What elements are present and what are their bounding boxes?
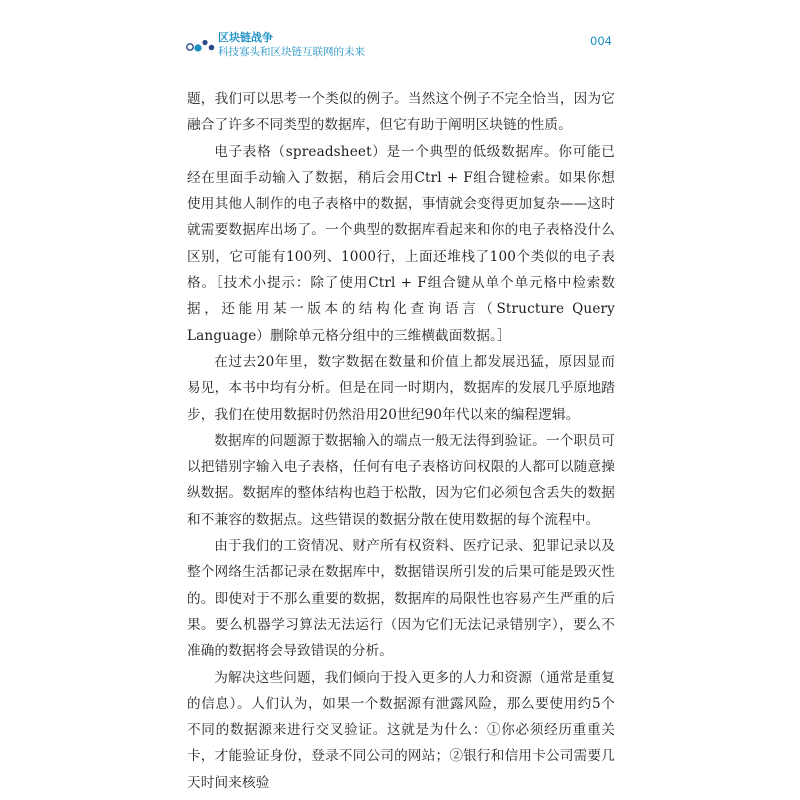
- book-title: 区块链战争: [218, 31, 273, 44]
- paragraph: 在过去20年里，数字数据在数量和价值上都发展迅猛，原因显而易见，本书中均有分析。但是在同一时期内，数据库的发展几乎原地踏步，我们在使用数据时仍然沿用20世纪90年代以来的编程逻辑。: [187, 353, 615, 423]
- page-number: 004: [590, 34, 612, 48]
- paragraph: 电子表格（spreadsheet）是一个典型的低级数据库。你可能已经在里面手动输入了数据，稍后会用Ctrl + F组合键检索。如果你想使用其他人制作的电子表格中的数据，事情就会变得更加复杂——这时就需要数据库出场了。一个典型的数据库看起来和你的电子表格没什么区别，它可能有100列、1000行，上面还堆栈了100个类似的电子表格。［技术小提示：除了使用Ctrl + F组合键从单个单元格中检索数据，还能用某一版本的结构化查询语言（Structure Query Language）删除单元格分组中的三维横截面数据。］: [187, 143, 615, 344]
- paragraph: 由于我们的工资情况、财产所有权资料、医疗记录、犯罪记录以及整个网络生活都记录在数据库中，数据错误所引发的后果可能是毁灭性的。即使对于不那么重要的数据，数据库的局限性也容易产生严重的后果。要么机器学习算法无法运行（因为它们无法记录错别字），要么不准确的数据将会导致错误的分析。: [187, 538, 615, 660]
- body-text: [187, 86, 615, 796]
- header-text: [218, 31, 365, 59]
- dots-logo-icon: [186, 38, 216, 54]
- paragraph: 为解决这些问题，我们倾向于投入更多的人力和资源（通常是重复的信息）。人们认为，如果一个数据源有泄露风险，那么要使用约5个不同的数据源来进行交叉验证。这就是为什么：①你必须经历重重关卡，才能验证身份，登录不同公司的网站；②银行和信用卡公司需要几天时间来核验: [187, 669, 615, 791]
- paragraph-continued: 题，我们可以思考一个类似的例子。当然这个例子不完全恰当，因为它融合了许多不同类型的数据库，但它有助于阐明区块链的性质。: [187, 91, 615, 134]
- running-header: [186, 31, 616, 61]
- book-subtitle: 科技寡头和区块链互联网的未来: [218, 46, 365, 58]
- paragraph: 数据库的问题源于数据输入的端点一般无法得到验证。一个职员可以把错别字输入电子表格，任何有电子表格访问权限的人都可以随意操纵数据。数据库的整体结构也趋于松散，因为它们必须包含丢失的数据和不兼容的数据点。这些错误的数据分散在使用数据的每个流程中。: [187, 432, 615, 528]
